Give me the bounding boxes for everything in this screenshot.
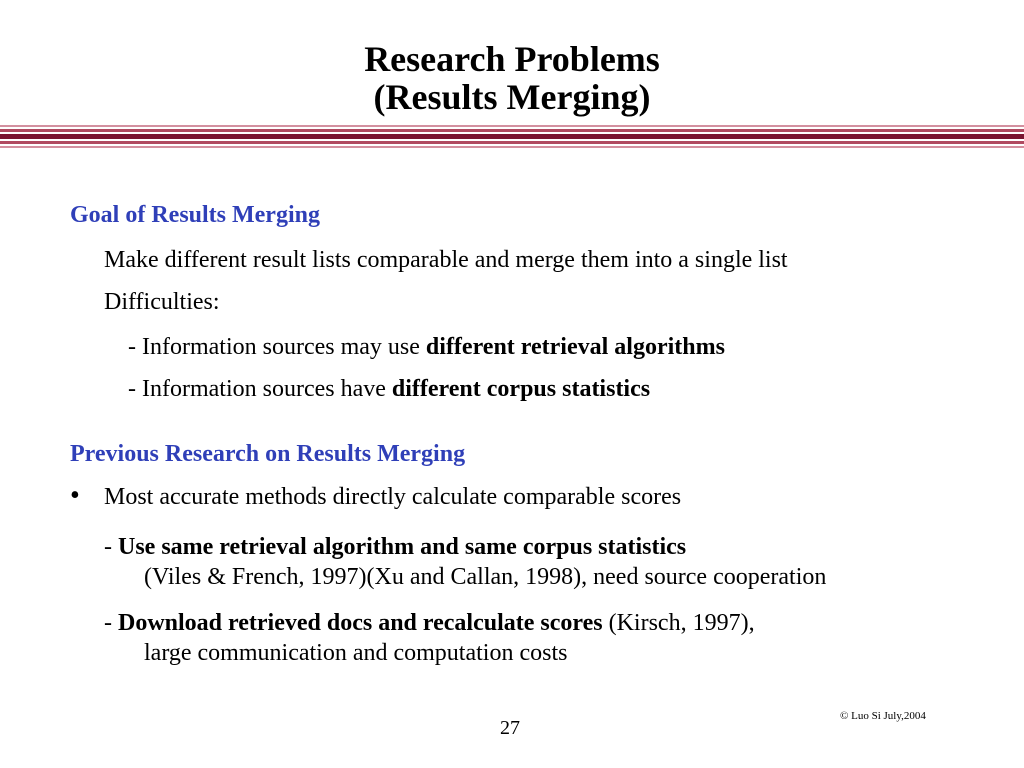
goal-line-1: Make different result lists comparable and merge them into a single list [104, 247, 788, 273]
divider-rule-2 [0, 129, 1024, 132]
method-1 [104, 533, 686, 561]
method-2-dash: - [104, 610, 118, 636]
method-2-bold: Download retrieved docs and recalculate scores [118, 610, 603, 636]
page-number: 27 [500, 717, 520, 739]
copyright-text: © Luo Si July,2004 [840, 710, 926, 722]
divider-rule-3 [0, 134, 1024, 139]
title-divider [0, 125, 1024, 149]
difficulty-item-1-prefix: - Information sources may use [128, 334, 426, 360]
goal-difficulties-label: Difficulties: [104, 289, 220, 315]
slide-title [0, 40, 1024, 116]
previous-heading: Previous Research on Results Merging [70, 441, 466, 467]
difficulty-item-2-prefix: - Information sources have [128, 376, 392, 402]
divider-rule-4 [0, 141, 1024, 144]
method-1-bold: Use same retrieval algorithm and same corpus statistics [118, 534, 687, 560]
slide-title-line2: (Results Merging) [373, 77, 651, 117]
goal-heading: Goal of Results Merging [70, 202, 320, 228]
previous-bullet-text: Most accurate methods directly calculate comparable scores [104, 484, 682, 510]
difficulty-item-1 [128, 333, 725, 361]
divider-rule-1 [0, 125, 1024, 127]
method-2-citation: (Kirsch, 1997), [602, 610, 755, 636]
difficulty-item-2-bold: different corpus statistics [391, 376, 651, 402]
method-1-dash: - [104, 534, 118, 560]
difficulty-item-1-bold: different retrieval algorithms [425, 334, 725, 360]
method-1-citation: (Viles & French, 1997)(Xu and Callan, 1998), need source cooperation [144, 564, 827, 590]
difficulty-item-2 [128, 375, 650, 403]
method-2-cost: large communication and computation costs [144, 640, 568, 666]
divider-rule-5 [0, 146, 1024, 148]
slide-title-line1: Research Problems [364, 39, 660, 79]
bullet-icon: • [70, 480, 80, 511]
method-2 [104, 609, 755, 637]
